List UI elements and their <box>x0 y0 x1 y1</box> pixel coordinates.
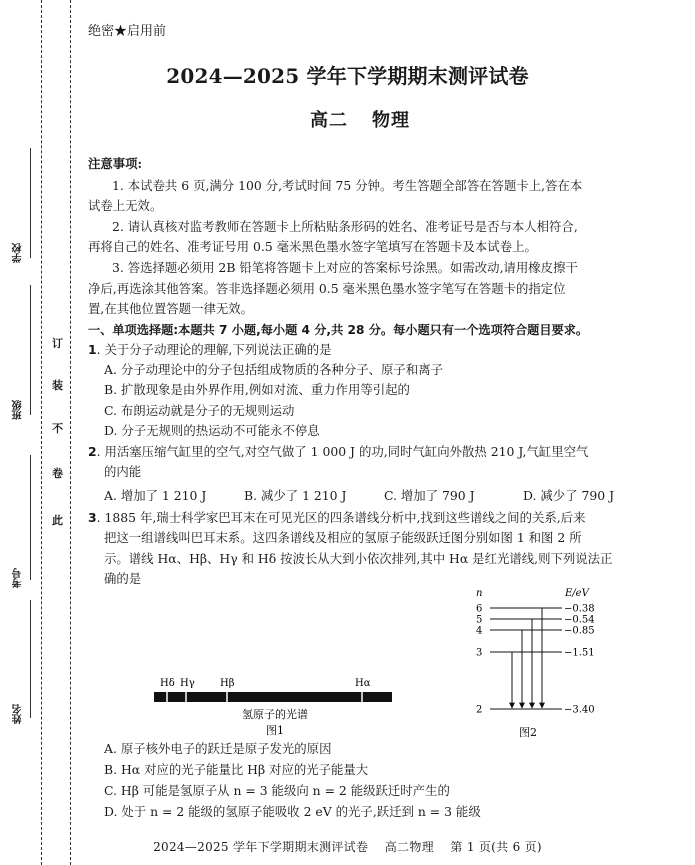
energy-level-value-label: −0.54 <box>564 614 595 626</box>
question-3-option-a: A. 原子核外电子的跃迁是原子发光的原因 <box>104 741 332 756</box>
margin-char-2: 装 <box>52 379 63 392</box>
class-label: 班级 <box>13 400 24 420</box>
exam-no-blank-line <box>30 455 31 580</box>
energy-level-n-label: 6 <box>476 603 483 615</box>
question-1-option-c: C. 布朗运动就是分子的无规则运动 <box>104 403 295 418</box>
notes-heading: 注意事项: <box>88 156 143 171</box>
subject-grade: 高二 <box>310 110 348 131</box>
name-blank-line <box>30 600 31 718</box>
figure-2-label: 图2 <box>519 726 537 739</box>
question-2-option-d: D. 减少了 790 J <box>523 488 615 503</box>
class-blank-line <box>30 285 31 415</box>
question-3-stem-line-4: 确的是 <box>104 571 142 586</box>
school-blank-line <box>30 148 31 258</box>
question-3-option-c: C. Hβ 可能是氢原子从 n = 3 能级向 n = 2 能级跃迁时产生的 <box>104 783 450 798</box>
question-1-number: 1 <box>88 342 97 357</box>
energy-levels <box>476 604 595 716</box>
question-2-option-b: B. 减少了 1 210 J <box>244 488 347 503</box>
figure-2-energy-levels <box>470 584 610 744</box>
n-axis-label: n <box>476 588 483 599</box>
question-3-stem-line-3: 示。谱线 Hα、Hβ、Hγ 和 Hδ 按波长从大到小依次排列,其中 Hα 是红光谱线,则下列说法正 <box>104 551 613 566</box>
note-1-line-2: 试卷上无效。 <box>88 198 163 213</box>
question-3-text: . 1885 年,瑞士科学家巴耳末在可见光区的四条谱线分析中,找到这些谱线之间的关系,后来 <box>96 510 586 525</box>
question-1-option-d: D. 分子无规则的热运动不可能永不停息 <box>104 423 320 438</box>
question-1-text: . 关于分子动理论的理解,下列说法正确的是 <box>96 342 332 357</box>
question-1-stem <box>88 340 331 360</box>
subject-name: 物理 <box>372 110 410 131</box>
margin-char-5: 此 <box>52 514 63 527</box>
question-3-option-b: B. Hα 对应的光子能量比 Hβ 对应的光子能量大 <box>104 762 369 777</box>
margin-char-3: 不 <box>52 422 63 435</box>
name-label: 姓名 <box>13 704 24 724</box>
page-footer: 2024—2025 学年下学期期末测评试卷 高二物理 第 1 页(共 6 页) <box>153 840 542 854</box>
school-label: 学校 <box>13 243 24 263</box>
exam-no-label: 考号 <box>13 568 24 588</box>
question-3-option-d: D. 处于 n = 2 能级的氢原子能吸收 2 eV 的光子,跃迁到 n = 3 能级 <box>104 804 481 819</box>
question-2-option-a: A. 增加了 1 210 J <box>104 488 207 503</box>
energy-axis-label: E/eV <box>565 588 589 599</box>
note-3-line-1: 3. 答选择题必须用 2B 铅笔将答题卡上对应的答案标号涂黑。如需改动,请用橡皮擦干 <box>112 260 578 275</box>
figure-1-label: 图1 <box>266 724 284 737</box>
question-3-number: 3 <box>88 510 97 525</box>
note-3-line-2: 净后,再选涂其他答案。答非选择题必须用 0.5 毫米黑色墨水签字笔写在答题卡的指定位 <box>88 281 566 296</box>
margin-char-4: 卷 <box>52 467 63 480</box>
energy-level-n-label: 3 <box>476 647 483 659</box>
spectrum-label-h-beta: Hβ <box>220 678 235 689</box>
question-2-stem-line-2: 的内能 <box>104 464 142 479</box>
subject-title <box>0 106 695 132</box>
question-2-text: . 用活塞压缩气缸里的空气,对空气做了 1 000 J 的功,同时气缸向外散热 210 J,气缸里空气 <box>96 444 589 459</box>
secret-label: 绝密★启用前 <box>88 24 167 39</box>
section-1-heading: 一、单项选择题:本题共 7 小题,每小题 4 分,共 28 分。每小题只有一个选项符合题目要求。 <box>88 323 589 337</box>
question-2-stem-line-1 <box>88 442 588 462</box>
note-1-line-1: 1. 本试卷共 6 页,满分 100 分,考试时间 75 分钟。考生答题全部答在答题卡上,答在本 <box>112 178 583 193</box>
spectrum-label-h-delta: Hδ <box>160 678 175 689</box>
spectrum-label-h-gamma: Hγ <box>180 678 195 689</box>
note-3-line-3: 置,在其他位置答题一律无效。 <box>88 301 254 316</box>
spectrum-label-h-alpha: Hα <box>355 678 371 689</box>
question-3-stem-line-1 <box>88 508 585 528</box>
transition-arrows <box>512 608 542 708</box>
figure-1-spectrum <box>140 670 420 740</box>
energy-level-value-label: −0.85 <box>564 625 595 637</box>
question-1-option-b: B. 扩散现象是由外界作用,例如对流、重力作用等引起的 <box>104 382 410 397</box>
exam-title: 2024—2025 学年下学期期末测评试卷 <box>166 64 529 88</box>
energy-level-n-label: 4 <box>476 625 483 637</box>
energy-level-value-label: −3.40 <box>564 704 595 716</box>
question-2-option-c: C. 增加了 790 J <box>384 488 475 503</box>
margin-char-1: 订 <box>52 337 63 350</box>
figure-1-caption: 氢原子的光谱 <box>242 708 308 721</box>
question-3-stem-line-2: 把这一组谱线叫巴耳末系。这四条谱线及相应的氢原子能级跃迁图分别如图 1 和图 2 所 <box>104 530 582 545</box>
energy-level-n-label: 2 <box>476 704 483 716</box>
spectrum-bar <box>154 692 392 702</box>
energy-level-value-label: −1.51 <box>564 647 595 659</box>
energy-level-value-label: −0.38 <box>564 603 595 615</box>
note-2-line-2: 再将自己的姓名、准考证号用 0.5 毫米黑色墨水签字笔填写在答题卡及本试卷上。 <box>88 239 537 254</box>
question-2-number: 2 <box>88 444 97 459</box>
question-1-option-a: A. 分子动理论中的分子包括组成物质的各种分子、原子和离子 <box>104 362 443 377</box>
energy-level-n-label: 5 <box>476 614 483 626</box>
note-2-line-1: 2. 请认真核对监考教师在答题卡上所粘贴条形码的姓名、准考证号是否与本人相符合, <box>112 219 578 234</box>
